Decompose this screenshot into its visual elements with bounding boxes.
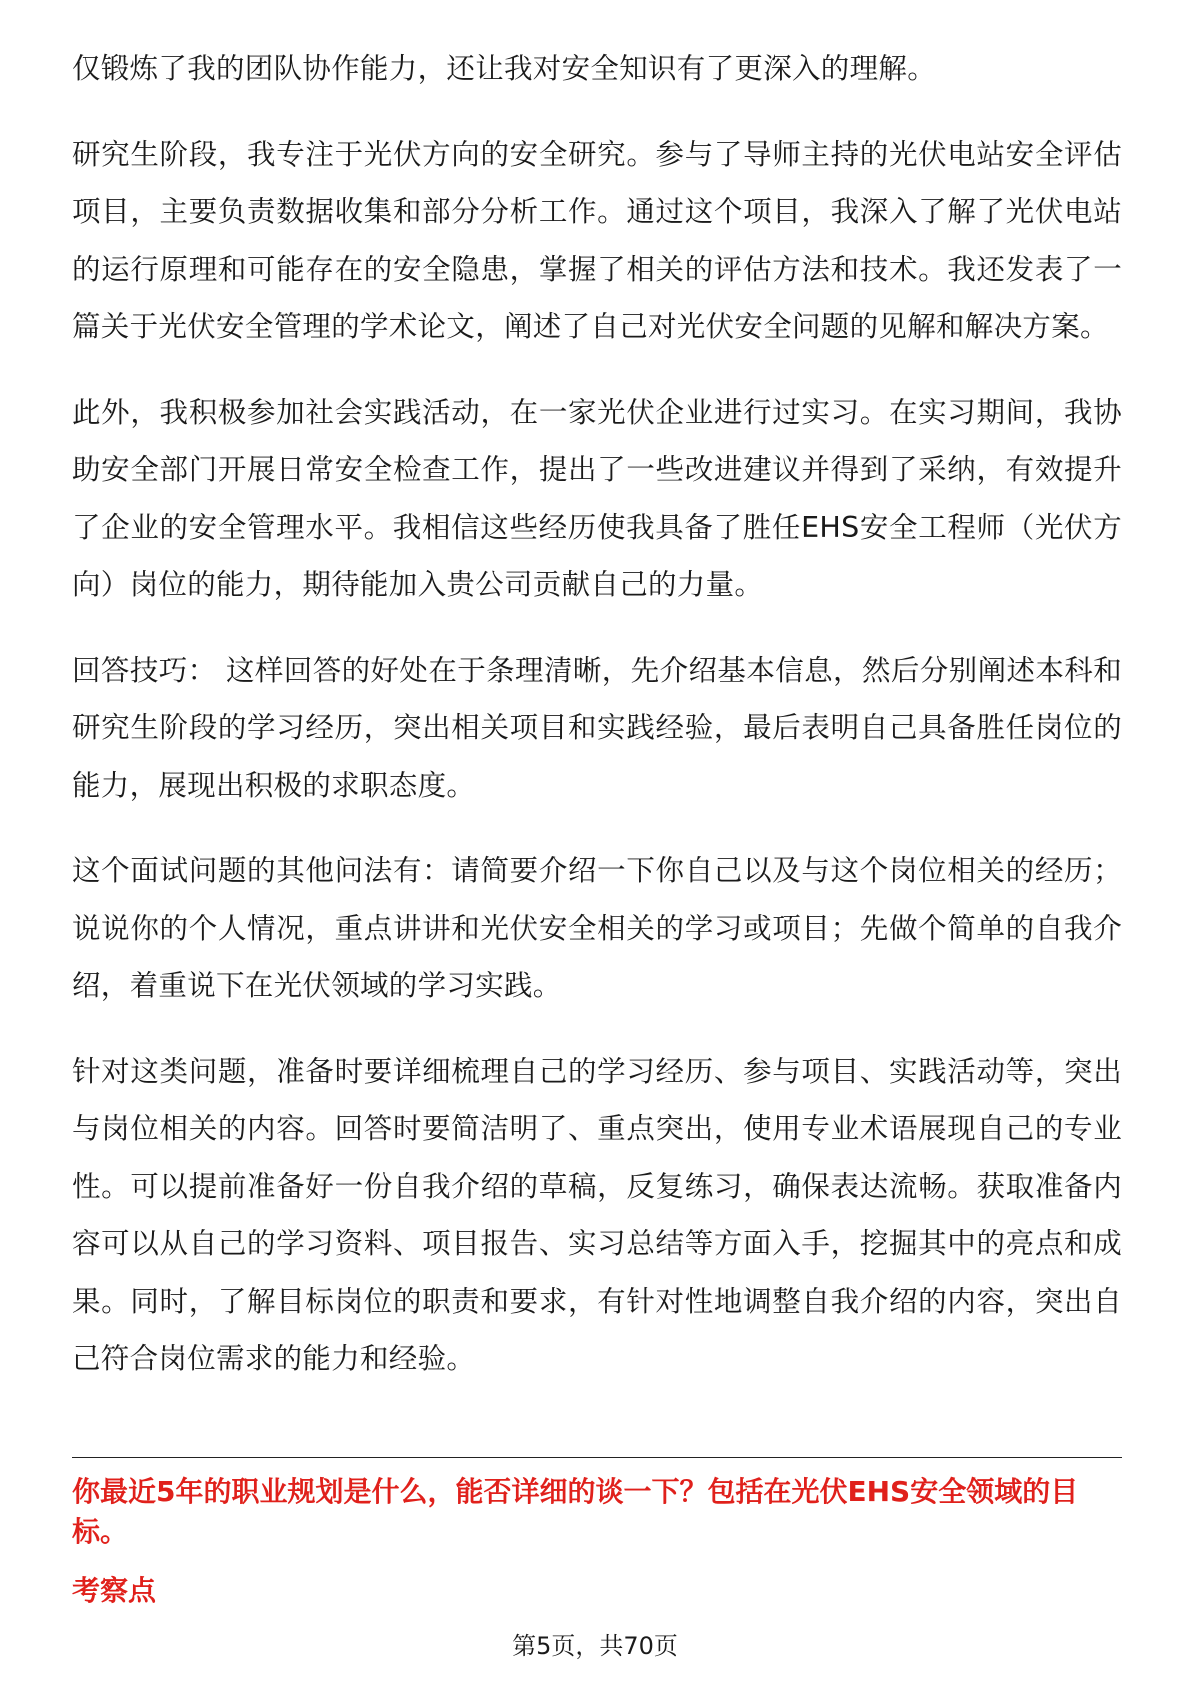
paragraph-internship: 此外，我积极参加社会实践活动，在一家光伏企业进行过实习。在实习期间，我协助安全部门开展日常安全检查工作，提出了一些改进建议并得到了采纳，有效提升了企业的安全管理水平。我相信这些经历使我具备了胜任EHS安全工程师（光伏方向）岗位的能力，期待能加入贵公司贡献自己的力量。 bbox=[72, 395, 1122, 601]
page-footer: 第5页，共70页 bbox=[512, 1632, 678, 1660]
paragraph-graduate-stage: 研究生阶段，我专注于光伏方向的安全研究。参与了导师主持的光伏电站安全评估项目，主要负责数据收集和部分分析工作。通过这个项目，我深入了解了光伏电站的运行原理和可能存在的安全隐患，掌握了相关的评估方法和技术。我还发表了一篇关于光伏安全管理的学术论文，阐述了自己对光伏安全问题的见解和解决方案。 bbox=[72, 137, 1122, 343]
paragraph-continued: 仅锻炼了我的团队协作能力，还让我对安全知识有了更深入的理解。 bbox=[72, 52, 937, 85]
section-subheading: 考察点 bbox=[72, 1574, 157, 1607]
paragraph-answer-tips: 回答技巧： 这样回答的好处在于条理清晰，先介绍基本信息，然后分别阐述本科和研究生阶段的学习经历，突出相关项目和实践经验，最后表明自己具备胜任岗位的能力，展现出积极的求职态度。 bbox=[72, 653, 1122, 802]
interview-question: 你最近5年的职业规划是什么，能否详细的谈一下？包括在光伏EHS安全领域的目标。 bbox=[72, 1475, 1079, 1548]
paragraph-alternative-questions: 这个面试问题的其他问法有：请简要介绍一下你自己以及与这个岗位相关的经历；说说你的个人情况，重点讲讲和光伏安全相关的学习或项目；先做个简单的自我介绍，着重说下在光伏领域的学习实践。 bbox=[72, 854, 1122, 1002]
document-body bbox=[72, 40, 1122, 1416]
paragraph-preparation-advice: 针对这类问题，准备时要详细梳理自己的学习经历、参与项目、实践活动等，突出与岗位相关的内容。回答时要简洁明了、重点突出，使用专业术语展现自己的专业性。可以提前准备好一份自我介绍的草稿，反复练习，确保表达流畅。获取准备内容可以从自己的学习资料、项目报告、实习总结等方面入手，挖掘其中的亮点和成果。同时，了解目标岗位的职责和要求，有针对性地调整自我介绍的内容，突出自己符合岗位需求的能力和经验。 bbox=[72, 1054, 1122, 1375]
section-divider bbox=[72, 1457, 1122, 1458]
